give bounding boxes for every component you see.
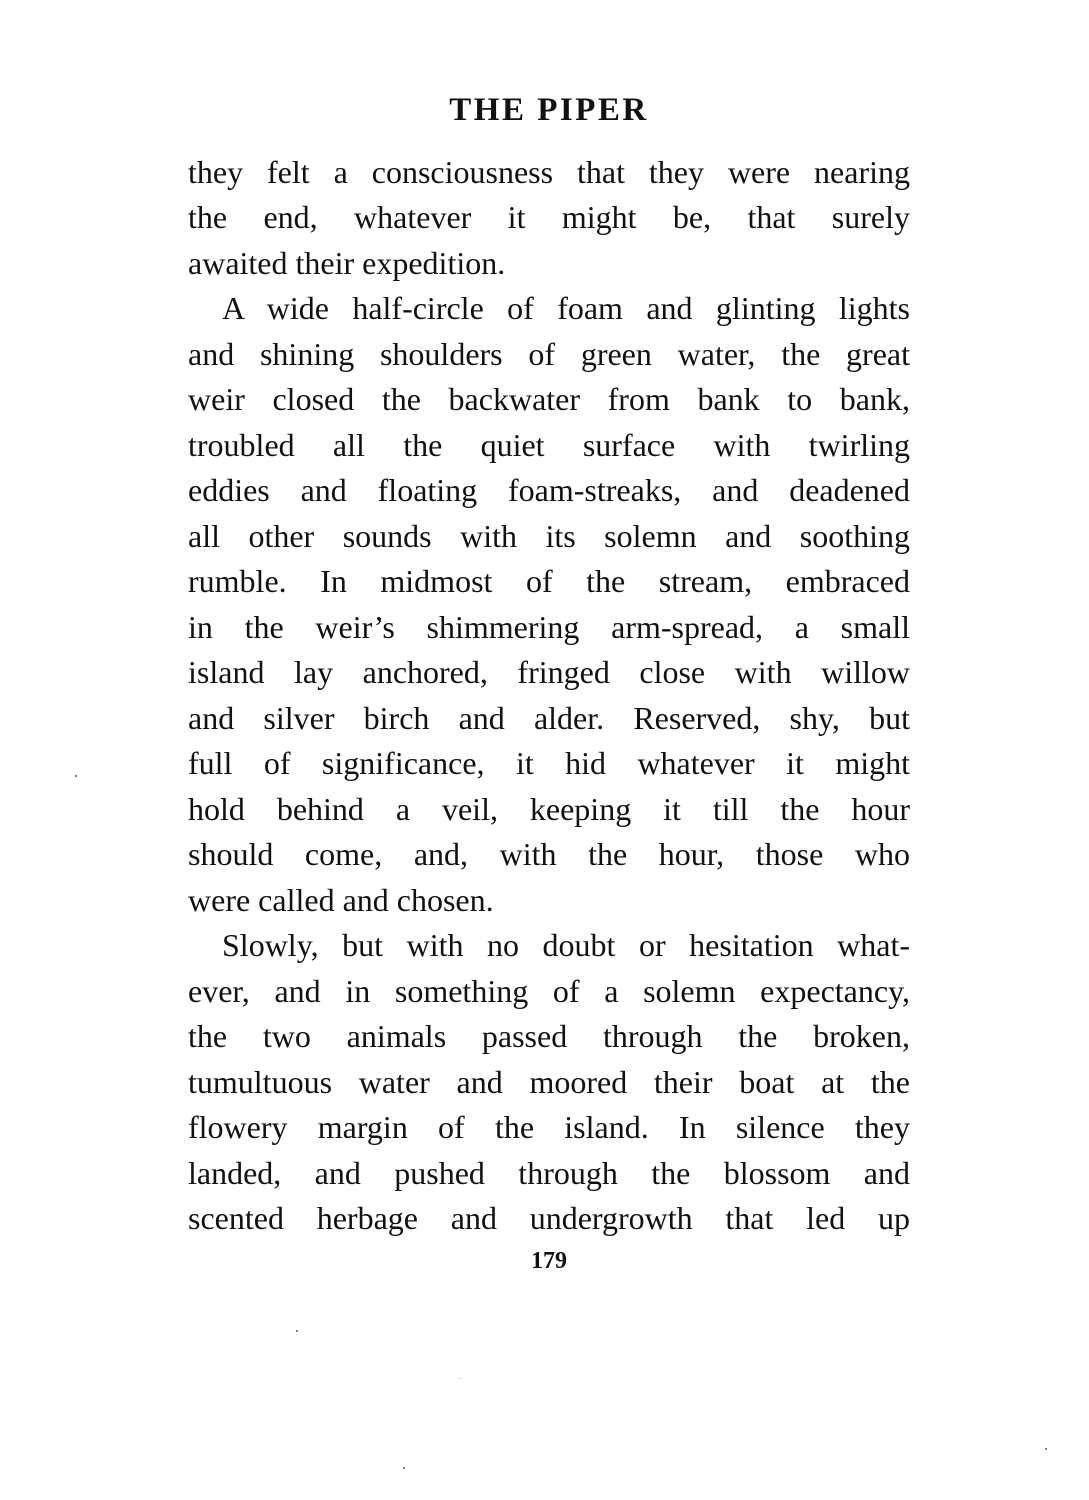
text-line: full of significance, it hid whatever it might <box>188 745 910 781</box>
text-line: flowery margin of the island. In silence they <box>188 1109 910 1145</box>
text-line: should come, and, with the hour, those who <box>188 836 910 872</box>
scan-speck <box>403 1467 405 1469</box>
text-line: and silver birch and alder. Reserved, shy, but <box>188 700 910 736</box>
text-line: the end, whatever it might be, that surely <box>188 199 910 235</box>
text-line: landed, and pushed through the blossom and <box>188 1155 910 1191</box>
text-line: in the weir’s shimmering arm-spread, a small <box>188 609 910 645</box>
page-number: 179 <box>531 1248 567 1274</box>
scan-speck <box>460 1378 461 1379</box>
scan-speck <box>1045 1448 1047 1450</box>
text-line: island lay anchored, fringed close with willow <box>188 654 910 690</box>
text-line: and shining shoulders of green water, the great <box>188 336 910 372</box>
text-line: tumultuous water and moored their boat at the <box>188 1064 910 1100</box>
text-line: hold behind a veil, keeping it till the hour <box>188 791 910 827</box>
text-line: Slowly, but with no doubt or hesitation what- <box>222 927 910 963</box>
text-line: all other sounds with its solemn and soothing <box>188 518 910 554</box>
scan-speck <box>75 775 77 777</box>
text-line: eddies and floating foam-streaks, and deadened <box>188 472 910 508</box>
text-line: A wide half-circle of foam and glinting lights <box>222 290 910 326</box>
text-line: were called and chosen. <box>188 882 494 918</box>
text-line: weir closed the backwater from bank to bank, <box>188 381 910 417</box>
text-line: the two animals passed through the broken, <box>188 1018 910 1054</box>
scan-speck <box>296 1330 298 1332</box>
text-line: awaited their expedition. <box>188 245 506 281</box>
running-head: THE PIPER <box>449 92 649 128</box>
text-line: rumble. In midmost of the stream, embraced <box>188 563 910 599</box>
text-line: ever, and in something of a solemn expectancy, <box>188 973 910 1009</box>
text-line: they felt a consciousness that they were nearing <box>188 154 910 190</box>
text-line: troubled all the quiet surface with twirling <box>188 427 910 463</box>
text-line: scented herbage and undergrowth that led up <box>188 1200 910 1236</box>
